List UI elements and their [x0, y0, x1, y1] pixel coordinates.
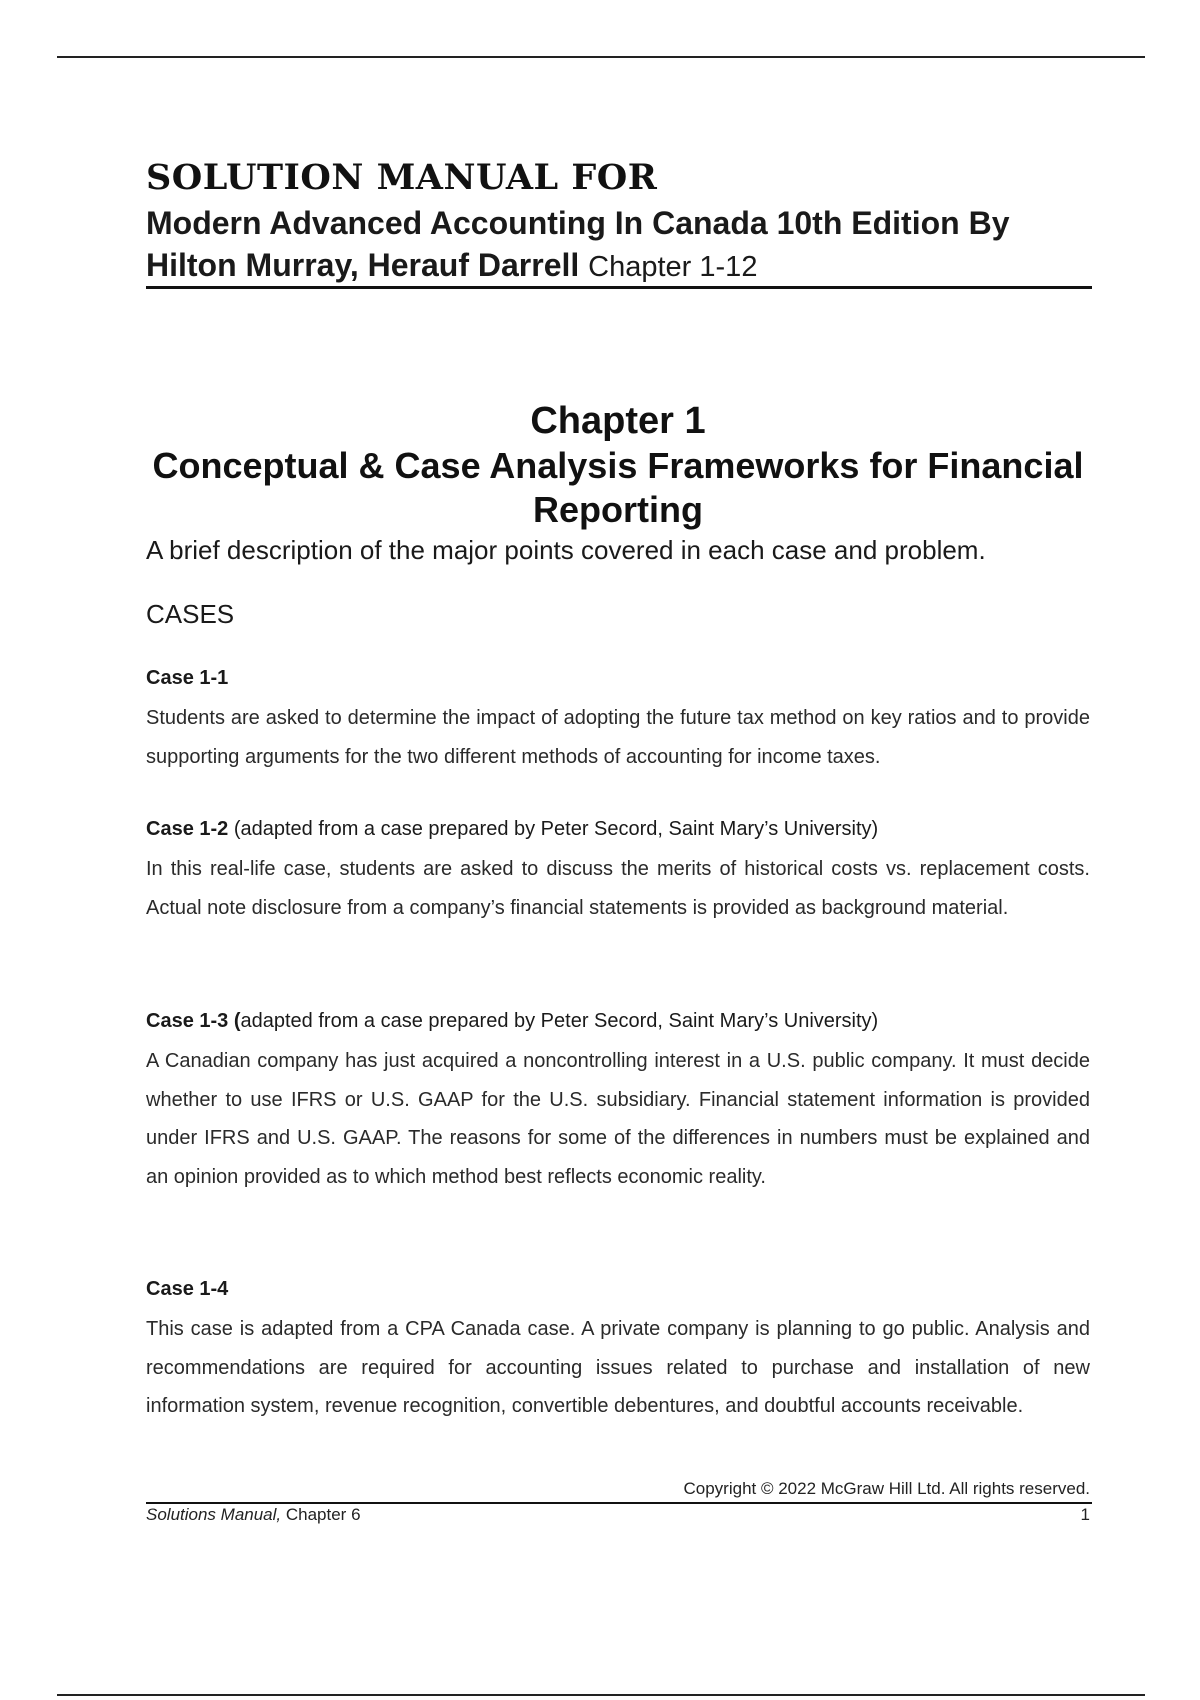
case-item — [146, 663, 1090, 776]
book-title-main: Modern Advanced Accounting In Canada 10th Edition By Hilton Murray, Herauf Darrell — [146, 205, 1010, 283]
copyright-notice: Copyright © 2022 McGraw Hill Ltd. All rights reserved. — [683, 1479, 1090, 1498]
case-heading — [146, 1006, 1090, 1036]
case-description: Students are asked to determine the impact of adopting the future tax method on key ratios and to provide supporting arguments for the two different methods of accounting for income taxes. — [146, 707, 1090, 768]
chapter-title: Conceptual & Case Analysis Frameworks for Financial Reporting — [152, 445, 1084, 530]
case-heading — [146, 1274, 1090, 1304]
footer-manual-name: Solutions Manual, — [146, 1505, 282, 1524]
bottom-page-rule — [57, 1694, 1145, 1696]
case-label: Case 1-2 — [146, 818, 229, 840]
case-label: Case 1-4 — [146, 1278, 229, 1300]
book-title-chapters: Chapter 1-12 — [588, 251, 758, 283]
book-title — [146, 202, 1090, 288]
case-heading — [146, 663, 1090, 693]
title-rule — [146, 286, 1092, 289]
page-number: 1 — [1080, 1505, 1090, 1524]
section-heading-cases: CASES — [146, 599, 235, 629]
case-description: In this real-life case, students are asked to discuss the merits of historical costs vs. replacement costs. Actual note disclosure from a company’s financial statements is provided as background material. — [146, 858, 1090, 919]
case-heading — [146, 814, 1090, 844]
footer-manual-reference — [146, 1504, 361, 1526]
case-item — [146, 1274, 1090, 1426]
chapter-heading — [146, 398, 1090, 532]
manual-label: SOLUTION MANUAL FOR — [146, 157, 658, 198]
chapter-number: Chapter 1 — [530, 400, 706, 442]
case-label: Case 1-1 — [146, 667, 229, 689]
case-description: A Canadian company has just acquired a noncontrolling interest in a U.S. public company. It must decide whether to use IFRS or U.S. GAAP for the U.S. subsidiary. Financial statement information is provided under IFRS and U.S. GAAP. The reasons for some of the differences in numbers must be explained and an opinion provided as to which method best reflects economic reality. — [146, 1050, 1090, 1188]
case-item — [146, 814, 1090, 927]
case-note: (adapted from a case prepared by Peter Secord, Saint Mary’s University) — [228, 818, 879, 840]
case-item — [146, 1006, 1090, 1196]
footer-chapter-ref: Chapter 6 — [281, 1505, 361, 1524]
case-label: Case 1-3 ( — [146, 1010, 241, 1032]
case-description: This case is adapted from a CPA Canada case. A private company is planning to go public. Analysis and recommendations are required for accounting issues related to purchase and installation of new information system, revenue recognition, convertible debentures, and doubtful accounts receivable. — [146, 1318, 1090, 1417]
chapter-intro: A brief description of the major points covered in each case and problem. — [146, 535, 986, 565]
case-note: adapted from a case prepared by Peter Secord, Saint Mary’s University) — [240, 1010, 879, 1032]
top-page-rule — [57, 56, 1145, 58]
